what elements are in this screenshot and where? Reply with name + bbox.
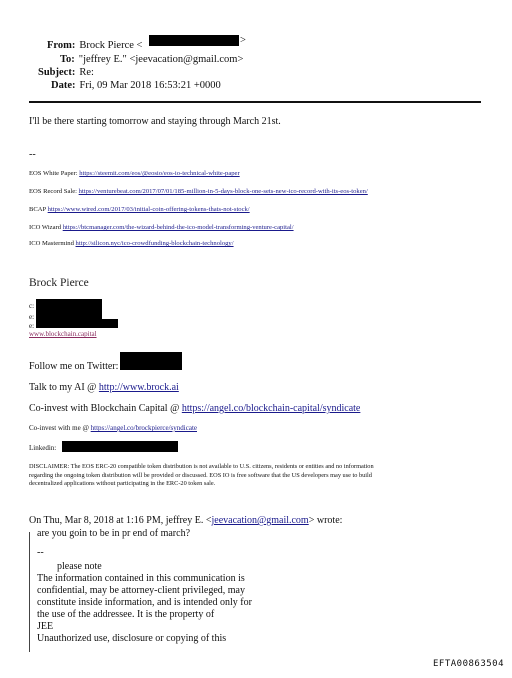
disclaimer-line: regarding the ongoing token distribution will be provided or discussed. EOS IO is free software that the US developers may use to build <box>29 471 372 479</box>
contact-prefix-email-2: e: <box>29 322 35 330</box>
quote-separator: -- <box>37 547 44 558</box>
date-label: Date: <box>51 80 76 91</box>
link-row-eos-white-paper <box>29 170 240 177</box>
from-label: From: <box>47 40 76 51</box>
link-url[interactable]: http://silicon.nyc/ico-crowdfunding-blockchain-technology/ <box>75 240 234 247</box>
redaction-block <box>36 319 118 328</box>
to-value: "jeffrey E." <jeevacation@gmail.com> <box>78 54 244 65</box>
twitter-label: Follow me on Twitter: <box>29 361 119 372</box>
date-row <box>51 75 221 93</box>
link-url[interactable]: https://venturebeat.com/2017/07/01/185-million-in-5-days-block-one-sets-new-ico-record-with-its-eos-token/ <box>78 188 368 195</box>
website-link[interactable]: www.blockchain.capital <box>29 330 97 338</box>
message-text: I'll be there starting tomorrow and staying through March 21st. <box>29 116 281 127</box>
quote-intro-prefix: On Thu, Mar 8, 2018 at 1:16 PM, jeffrey E. < <box>29 515 212 526</box>
coinvest-row <box>29 403 360 414</box>
redaction-block <box>120 352 182 370</box>
ai-text: Talk to my AI @ <box>29 382 99 393</box>
quote-intro <box>29 515 342 526</box>
redaction-block <box>62 441 178 452</box>
coinvest-me-text: Co-invest with me @ <box>29 424 91 432</box>
link-label: ICO Mastermind <box>29 240 74 247</box>
linkedin-label: Linkedin: <box>29 444 57 452</box>
redaction-block <box>36 310 102 319</box>
confidentiality-notice <box>37 573 252 645</box>
confidentiality-line: The information contained in this communication is <box>37 573 245 584</box>
from-value: Brock Pierce < <box>79 40 143 51</box>
quote-note: please note <box>57 561 102 572</box>
link-label: EOS Record Sale: <box>29 188 77 195</box>
separator: -- <box>29 149 36 160</box>
quote-intro-suffix: > wrote: <box>308 515 343 526</box>
confidentiality-line: Unauthorized use, disclosure or copying of this <box>37 633 227 644</box>
contact-prefix-email: e: <box>29 313 35 321</box>
link-label: EOS White Paper: <box>29 170 78 177</box>
confidentiality-line: JEE <box>37 621 54 632</box>
signature-name: Brock Pierce <box>29 277 89 289</box>
subject-value: Re: <box>79 67 94 78</box>
link-url[interactable]: https://www.wired.com/2017/03/initial-coin-offering-tokens-thats-not-stock/ <box>47 206 250 213</box>
quote-question: are you goin to be in pr end of march? <box>37 528 191 539</box>
quote-intro-email[interactable]: jeevacation@gmail.com <box>211 515 309 526</box>
coinvest-me-row <box>29 424 197 432</box>
link-row-ico-wizard <box>29 224 294 231</box>
to-label: To: <box>60 54 75 65</box>
link-label: ICO Wizard <box>29 224 62 231</box>
disclaimer-line: decentralized applications without participating in the ERC-20 token sale. <box>29 480 216 487</box>
from-suffix: > <box>240 35 246 46</box>
document-id: EFTA00863504 <box>433 659 505 669</box>
redaction-block <box>149 35 239 46</box>
coinvest-link[interactable]: https://angel.co/blockchain-capital/syndicate <box>181 403 361 414</box>
disclaimer <box>29 463 374 489</box>
link-row-eos-record-sale <box>29 188 368 195</box>
link-row-bcap <box>29 206 250 213</box>
confidentiality-line: the use of the addressee. It is the property of <box>37 609 215 620</box>
contact-prefix-phone: c: <box>29 302 35 310</box>
coinvest-text: Co-invest with Blockchain Capital @ <box>29 403 182 414</box>
ai-row <box>29 382 179 393</box>
link-url[interactable]: https://btcmanager.com/the-wizard-behind-the-ico-model-transforming-venture-capital/ <box>62 224 294 231</box>
ai-link[interactable]: http://www.brock.ai <box>98 382 179 393</box>
subject-label: Subject: <box>38 67 76 78</box>
coinvest-me-link[interactable]: https://angel.co/brockpierce/syndicate <box>90 424 197 432</box>
link-url[interactable]: https://steemit.com/eos/@eosio/eos-io-technical-white-paper <box>79 170 240 177</box>
link-row-ico-mastermind <box>29 240 234 247</box>
link-label: BCAP <box>29 206 46 213</box>
confidentiality-line: confidential, may be attorney-client privileged, may <box>37 585 245 596</box>
disclaimer-line: DISCLAIMER: The EOS ERC-20 compatible token distribution is not available to U.S. citizens, residents or entities and no information <box>29 463 374 470</box>
date-value: Fri, 09 Mar 2018 16:53:21 +0000 <box>79 80 221 91</box>
confidentiality-line: constitute inside information, and is intended only for <box>37 597 252 608</box>
quote-bar <box>29 532 30 652</box>
header-divider <box>29 101 481 103</box>
